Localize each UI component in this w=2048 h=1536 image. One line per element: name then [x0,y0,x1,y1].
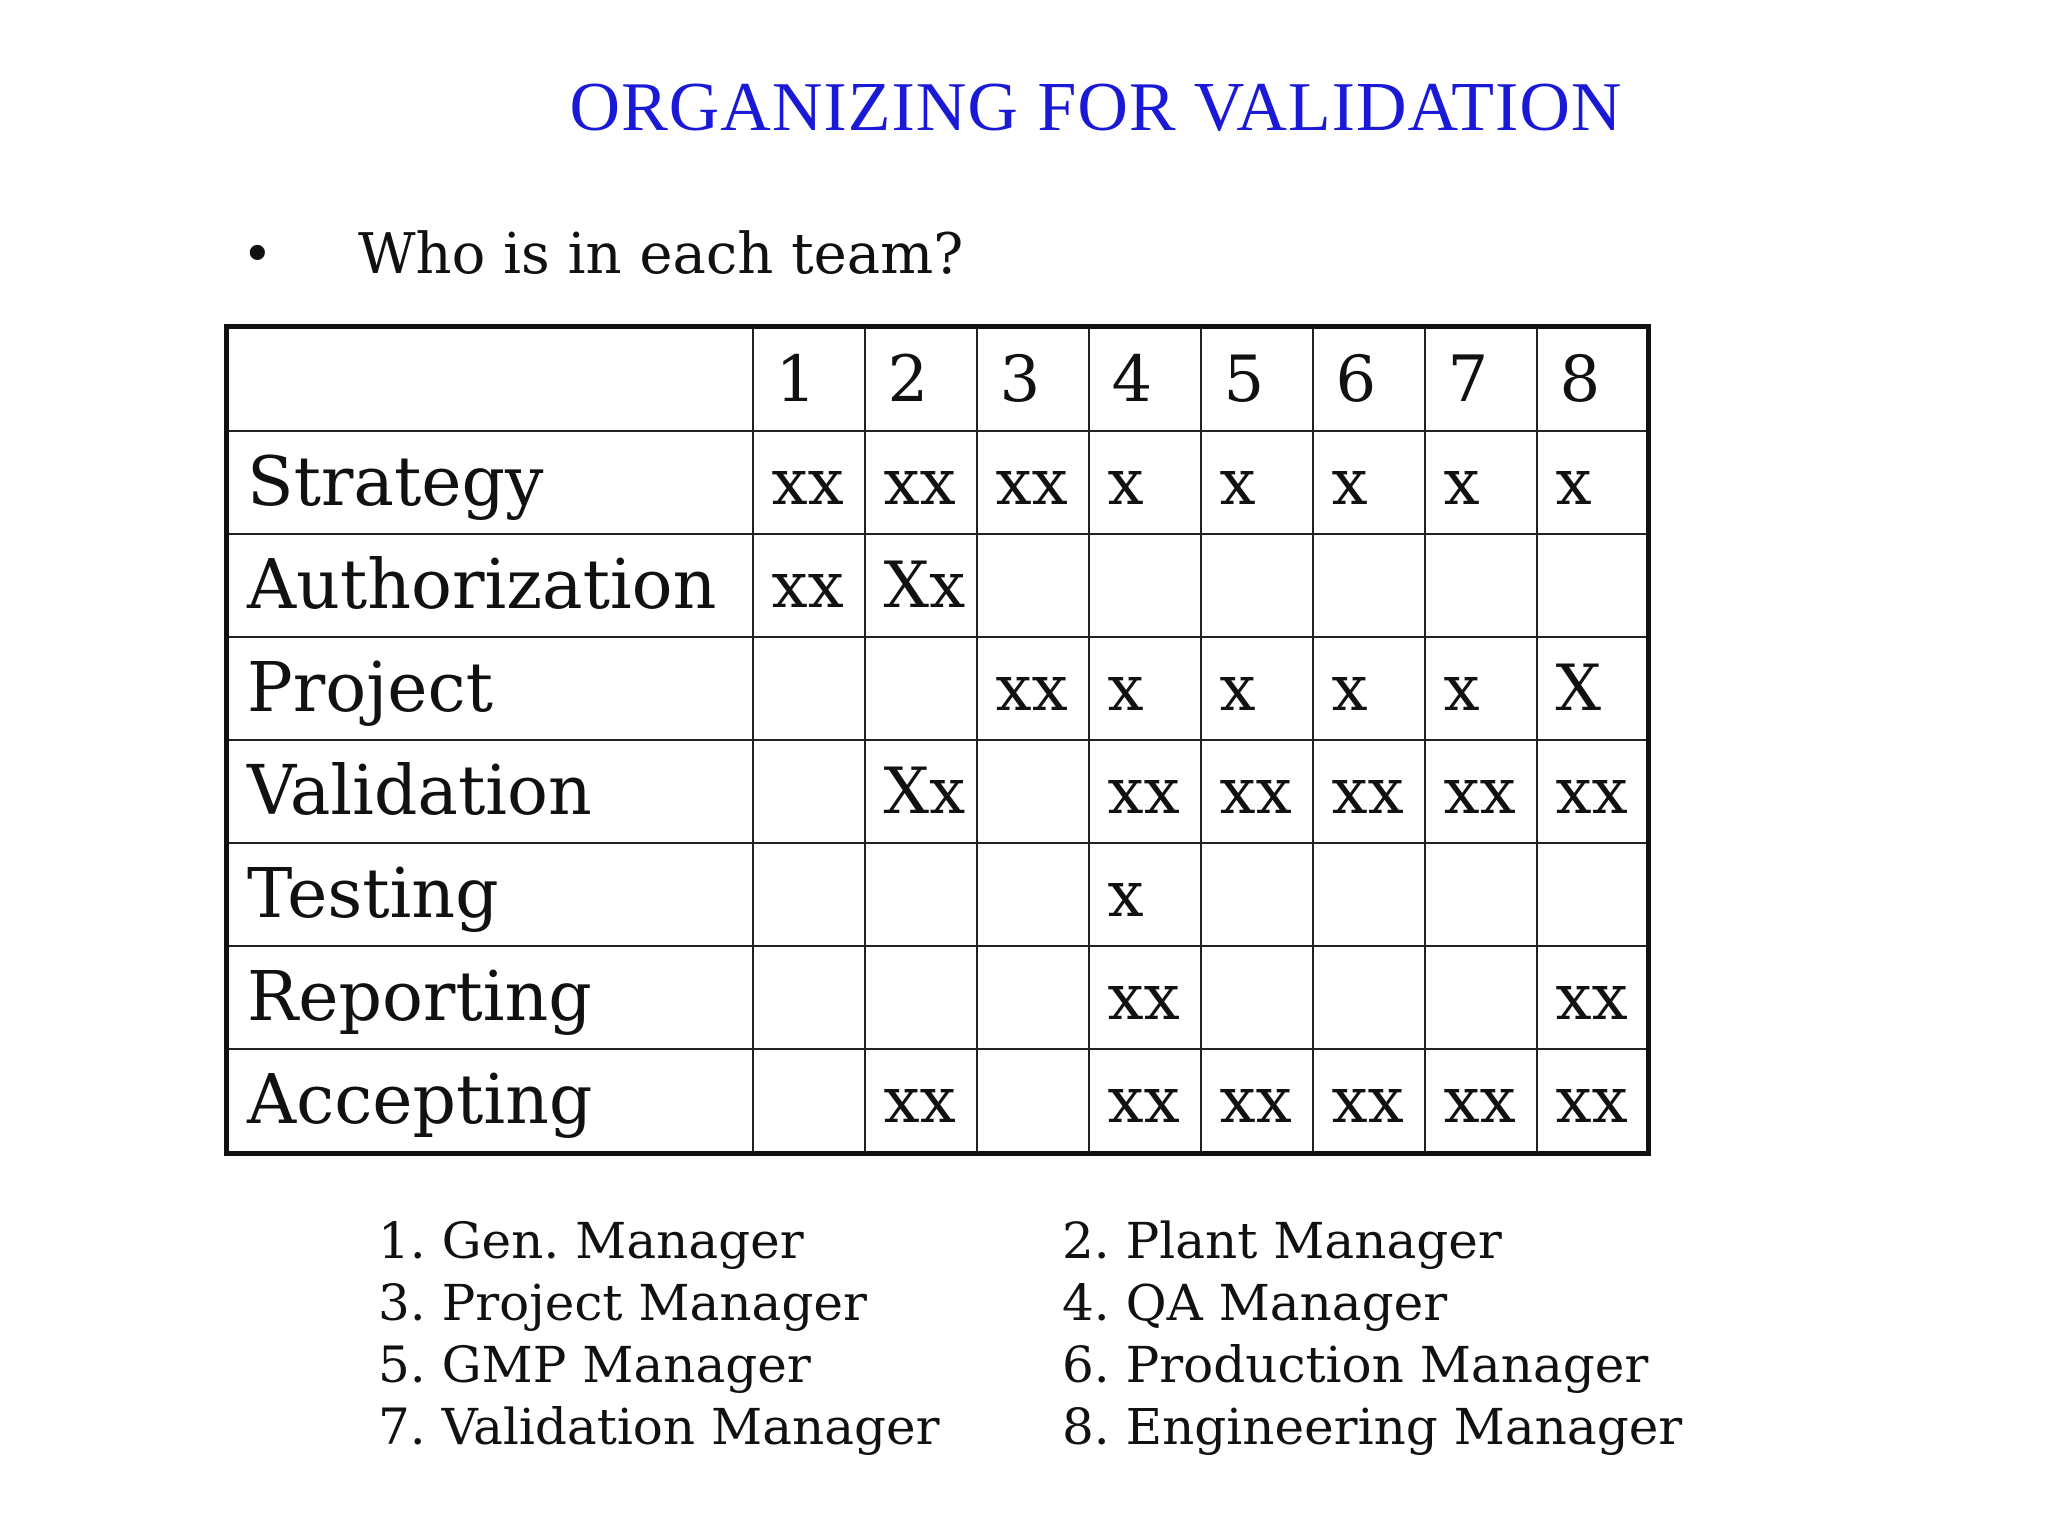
table-cell [865,946,977,1049]
table-cell [1313,534,1425,637]
table-cell: xx [1313,1049,1425,1154]
table-cell: xx [1201,1049,1313,1154]
table-cell [1201,946,1313,1049]
table-cell: xx [1537,1049,1649,1154]
table-cell: xx [1537,946,1649,1049]
table-cell: x [1201,431,1313,534]
table-cell [1425,534,1537,637]
row-label: Testing [227,843,753,946]
column-header: 5 [1201,327,1313,432]
table-cell [977,1049,1089,1154]
table-cell: xx [1425,1049,1537,1154]
table-row [227,637,1649,740]
row-label: Strategy [227,431,753,534]
table-cell: xx [1313,740,1425,843]
column-header: 8 [1537,327,1649,432]
table-cell: x [1201,637,1313,740]
table-row [227,534,1649,637]
table-cell: x [1089,843,1201,946]
legend-item: 3. Project Manager [378,1274,867,1332]
table-row [227,740,1649,843]
row-label: Authorization [227,534,753,637]
page-title: ORGANIZING FOR VALIDATION [569,69,1623,146]
bullet-text: Who is in each team? [358,222,964,287]
table-cell [1201,534,1313,637]
column-header: 2 [865,327,977,432]
table-cell: xx [753,534,865,637]
table-cell: xx [977,637,1089,740]
table-cell [1313,946,1425,1049]
table-row [227,431,1649,534]
table-cell [753,843,865,946]
table-row [227,946,1649,1049]
table-cell [753,740,865,843]
column-header: 4 [1089,327,1201,432]
table-cell: xx [1201,740,1313,843]
table-cell [1425,843,1537,946]
table-cell [865,637,977,740]
column-header: 3 [977,327,1089,432]
legend-item: 4. QA Manager [1062,1274,1448,1332]
legend-item: 2. Plant Manager [1062,1212,1502,1270]
legend-item: 1. Gen. Manager [378,1212,804,1270]
legend-item: 5. GMP Manager [378,1336,811,1394]
column-header: 7 [1425,327,1537,432]
table-row [227,1049,1649,1154]
table-cell: xx [865,431,977,534]
table-cell [1537,843,1649,946]
table-cell: x [1089,431,1201,534]
table-cell: xx [1089,740,1201,843]
table-cell [1537,534,1649,637]
table-cell: xx [1089,1049,1201,1154]
table-cell: x [1537,431,1649,534]
table-cell [1201,843,1313,946]
table-cell [1313,843,1425,946]
table-cell: x [1425,637,1537,740]
legend-right-column [1062,1210,1682,1458]
table-cell: x [1425,431,1537,534]
table-row [227,843,1649,946]
table-cell: xx [977,431,1089,534]
column-header: 1 [753,327,865,432]
team-matrix-table [224,324,1651,1156]
table-cell [865,843,977,946]
legend-item: 6. Production Manager [1062,1336,1649,1394]
table-cell [1425,946,1537,1049]
legend-left-column [378,1210,940,1458]
bullet-glyph: • [242,225,273,285]
bullet-point [242,220,963,290]
table-cell [753,637,865,740]
legend-item: 7. Validation Manager [378,1398,940,1456]
table-cell: xx [753,431,865,534]
table-cell: x [1313,431,1425,534]
table-cell [1089,534,1201,637]
table-cell: xx [1537,740,1649,843]
table-cell [977,740,1089,843]
table-cell: xx [865,1049,977,1154]
table-cell [977,843,1089,946]
row-label: Accepting [227,1049,753,1154]
header-row [227,327,1649,432]
table-cell [977,534,1089,637]
table-cell: Xx [865,740,977,843]
table-cell [753,1049,865,1154]
table-cell [977,946,1089,1049]
table-cell: xx [1425,740,1537,843]
row-label: Project [227,637,753,740]
table-cell: Xx [865,534,977,637]
table-cell: X [1537,637,1649,740]
table-cell: x [1313,637,1425,740]
table-cell [753,946,865,1049]
row-label: Validation [227,740,753,843]
column-header: 6 [1313,327,1425,432]
row-label: Reporting [227,946,753,1049]
corner-cell [227,327,753,432]
legend-item: 8. Engineering Manager [1062,1398,1683,1456]
table-cell: xx [1089,946,1201,1049]
table-cell: x [1089,637,1201,740]
